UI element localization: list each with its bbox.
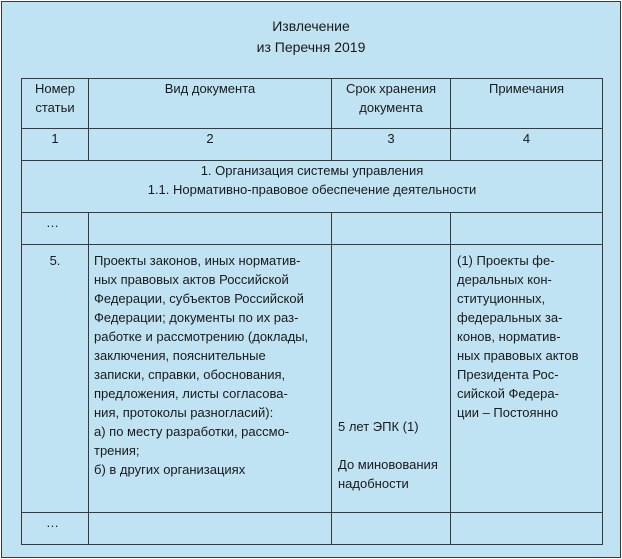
heading-line-1: Извлечение — [272, 18, 350, 34]
note-line: федеральных за- — [457, 310, 563, 325]
section-title: 1. Организация системы управления 1.1. Нормативно-правовое обеспечение деятельности — [22, 161, 603, 213]
note-line: (1) Проекты фе- — [457, 253, 555, 268]
empty-cell — [89, 213, 332, 245]
article-notes — [451, 245, 603, 513]
type-line: заключения, пояснительные — [94, 348, 266, 363]
type-line: ных правовых актов Российской — [94, 272, 289, 287]
section-row — [22, 161, 603, 213]
retention-table — [21, 78, 603, 545]
empty-cell — [332, 513, 451, 545]
column-number: 2 — [89, 129, 332, 161]
ellipsis-row — [22, 213, 603, 245]
note-line: деральных кон- — [457, 272, 552, 287]
ellipsis-marker: … — [22, 513, 89, 545]
type-line: ния, протоколы разногласий): — [94, 405, 274, 420]
empty-cell — [451, 213, 603, 245]
column-number: 1 — [22, 129, 89, 161]
column-number: 4 — [451, 129, 603, 161]
type-line: Федерации, субъектов Российской — [94, 291, 304, 306]
empty-cell — [451, 513, 603, 545]
type-line: предложения, листы согласова- — [94, 386, 288, 401]
empty-cell — [89, 513, 332, 545]
type-line: записки, справки, обоснования, — [94, 367, 286, 382]
document-heading — [2, 16, 620, 58]
header-notes: Примечания — [451, 79, 603, 129]
ellipsis-marker: … — [22, 213, 89, 245]
note-line: сийской Федера- — [457, 386, 559, 401]
article-number: 5. — [22, 245, 89, 513]
header-row — [22, 79, 603, 129]
note-line: ции – Постоянно — [457, 405, 559, 420]
term-option-a: 5 лет ЭПК (1) — [338, 419, 419, 434]
type-line: трения; — [94, 443, 140, 458]
type-line: а) по месту разработки, рассмо- — [94, 424, 290, 439]
type-line: Проекты законов, иных норматив- — [94, 253, 301, 268]
type-line: работке и рассмотрению (доклады, — [94, 329, 309, 344]
ellipsis-row — [22, 513, 603, 545]
header-document-type: Вид документа — [89, 79, 332, 129]
header-article-number: Номер статьи — [22, 79, 89, 129]
column-number-row — [22, 129, 603, 161]
document-frame — [1, 1, 621, 558]
type-line: Федерации; документы по их раз- — [94, 310, 299, 325]
heading-line-2: из Перечня 2019 — [256, 39, 366, 55]
article-row — [22, 245, 603, 513]
article-retention-term — [332, 245, 451, 513]
note-line: ституционных, — [457, 291, 546, 306]
type-line: б) в других организациях — [94, 462, 246, 477]
term-option-b: До миновования надобности — [338, 457, 438, 491]
note-line: конов, норматив- — [457, 329, 561, 344]
note-line: Президента Рос- — [457, 367, 559, 382]
header-retention-term: Срок хранения документа — [332, 79, 451, 129]
empty-cell — [332, 213, 451, 245]
column-number: 3 — [332, 129, 451, 161]
note-line: ных правовых актов — [457, 348, 579, 363]
article-document-type — [89, 245, 332, 513]
